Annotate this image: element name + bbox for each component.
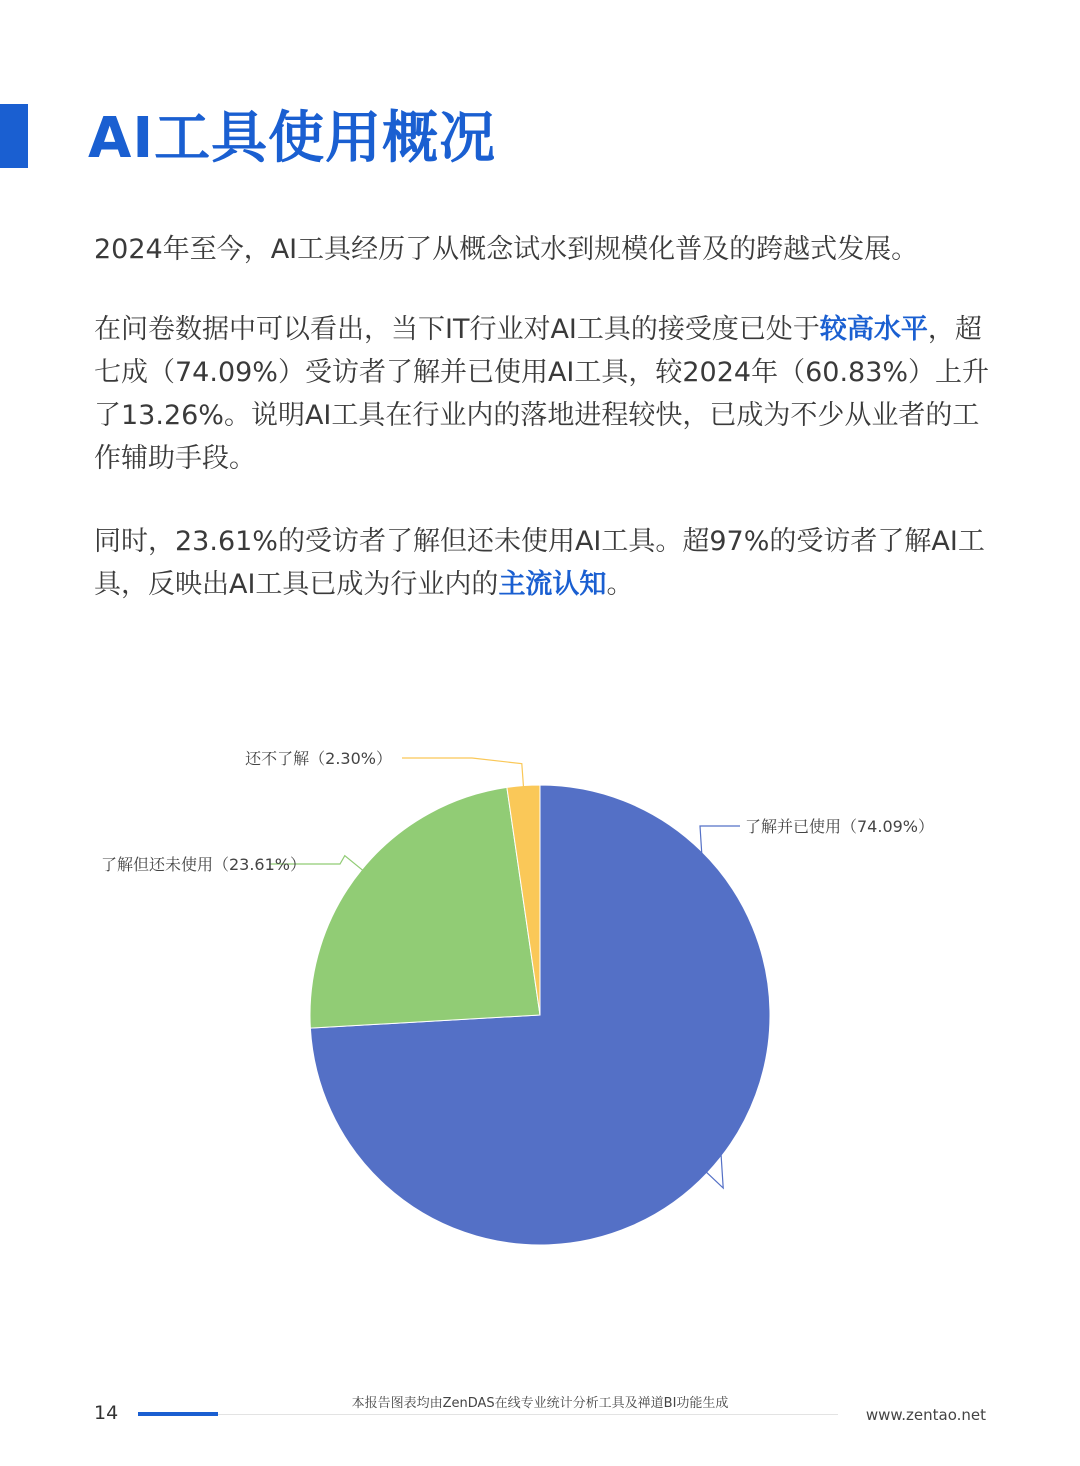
paragraph-intro <box>94 228 994 271</box>
paragraph-awareness-text-a: 同时，23.61%的受访者了解但还未使用AI工具。超97%的受访者了解AI工具，反映出AI工具已成为行业内的 <box>94 526 985 600</box>
page-number: 14 <box>94 1402 119 1424</box>
title-accent-bar <box>0 104 28 168</box>
paragraph-adoption-text-a: 在问卷数据中可以看出，当下IT行业对AI工具的接受度已处于 <box>94 314 820 345</box>
page-title: AI工具使用概况 <box>88 106 497 171</box>
paragraph-intro-text: 2024年至今，AI工具经历了从概念试水到规模化普及的跨越式发展。 <box>94 234 919 265</box>
pie-label-1: 了解并已使用（74.09%） <box>745 817 935 836</box>
paragraph-adoption <box>94 308 994 480</box>
pie-slices <box>310 785 770 1245</box>
paragraph-adoption-text-b: ，超七成（74.09%）受访者了解并已使用AI工具，较2024年（60.83%）上升了13.26%。说明AI工具在行业内的落地进程较快，已成为不少从业者的工作辅助手段。 <box>94 314 990 474</box>
footer-divider <box>138 1414 838 1415</box>
paragraph-awareness <box>94 520 994 606</box>
pie-label-3: 还不了解（2.30%） <box>245 749 392 768</box>
footer-url[interactable]: www.zentao.net <box>865 1406 986 1424</box>
pie-leader-line-3 <box>402 758 524 788</box>
footer-note: 本报告图表均由ZenDAS在线专业统计分析工具及禅道BI功能生成 <box>351 1396 729 1411</box>
paragraph-awareness-text-b: 。 <box>606 569 634 600</box>
pie-slice-2 <box>310 787 540 1028</box>
pie-label-2: 了解但还未使用（23.61%） <box>100 855 306 874</box>
highlight-high-level: 较高水平 <box>819 314 928 345</box>
pie-chart <box>0 700 1080 1320</box>
highlight-mainstream: 主流认知 <box>498 569 607 600</box>
footer-accent-line <box>138 1412 218 1416</box>
